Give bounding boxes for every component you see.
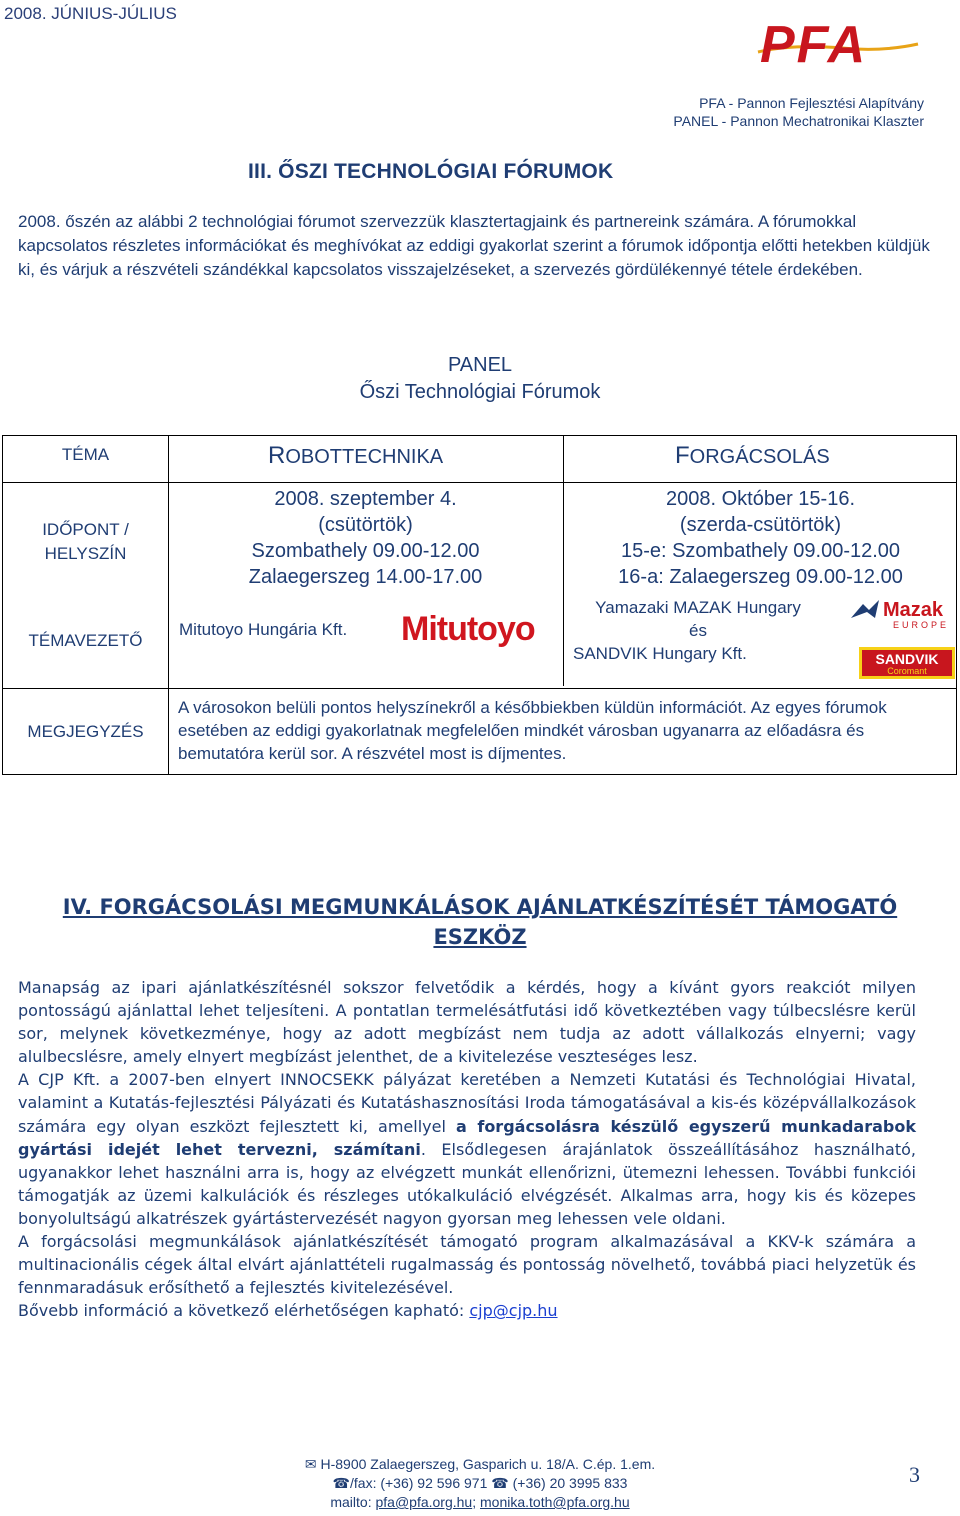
sandvik-logo — [859, 647, 955, 679]
mobile-phone-icon: ☎ — [491, 1475, 509, 1491]
footer-email-2[interactable]: monika.toth@pfa.org.hu — [480, 1494, 630, 1510]
section-4-body — [18, 976, 916, 1322]
footer-phone: /fax: (+36) 92 596 971 — [350, 1475, 488, 1491]
footer-mail-line — [0, 1493, 960, 1512]
col-robottechnika-head-rest: OBOTTECHNIKA — [285, 446, 444, 468]
footer — [0, 1455, 960, 1512]
col-robottechnika-head — [268, 442, 443, 470]
forgacsolas-leader-3: SANDVIK Hungary Kft. — [573, 644, 747, 663]
table-note: A városokon belüli pontos helyszínekről a későbbiekben küldün információt. Az egyes fórumok esetében az eddigi gyakorlatnak megfelelően mindkét városban ugyanarra az előadásra és bemutatóra kerül sor. A részvétel most is díjmentes. — [178, 698, 887, 763]
pfa-logo — [752, 14, 922, 72]
forgacsolas-leader — [573, 596, 823, 665]
mitutoyo-logo-graphic — [397, 606, 549, 650]
col-robottechnika-head-initial: R — [268, 442, 286, 469]
sandvik-logo-text: SANDVIK — [875, 651, 939, 667]
footer-address: H-8900 Zalaegerszeg, Gasparich u. 18/A. C.ép. 1.em. — [320, 1456, 656, 1472]
forgacsolas-leader-2: és — [689, 621, 707, 640]
mitutoyo-logo — [397, 606, 549, 650]
section-4-paragraph-2-end: . Elsődlegesen árajánlatok összeállításához használható, ugyanakkor lehet használni arra is, hogy az elvégzett munkát ellenőrizni, ütemezni lehessen. További funkciói támogatják az üzemi kalkulációk és részleges utókalkuláció elvégzését. Alkalmas arra, hogy kis és közepes bonyolultságú alkatrészek gyártástervezését nagyon gyorsan meg lehessen vele oldani. — [18, 1139, 916, 1228]
panel-subtitle: Őszi Technológiai Fórumok — [359, 381, 601, 403]
footer-phone-line — [0, 1474, 960, 1493]
label-temavezeto: TÉMAVEZETŐ — [28, 631, 143, 650]
table-row-divider-1 — [3, 482, 956, 483]
forgacsolas-leader-1: Yamazaki MAZAK Hungary — [595, 598, 801, 617]
label-megjegyzes: MEGJEGYZÉS — [27, 722, 144, 741]
footer-mobile: (+36) 20 3995 833 — [512, 1475, 628, 1491]
mazak-logo-graphic — [849, 596, 955, 632]
forgacsolas-day: (szerda-csütörtök) — [679, 514, 842, 536]
label-idopont — [3, 518, 168, 566]
col-forgacsolas-head-initial: F — [675, 442, 690, 469]
section-4-paragraph-2-start: A CJP Kft. a 2007-ben elnyert INNOCSEKK pályázat keretében a Nemzeti Kutatási és Technológiai Hivatal, valamint a Kutatás-fejlesztési Pályázati és Kutatáshasznosítási Iroda támogatásával a kis-és középvállalkozások számára egy olyan eszközt fejlesztett ki, amellyel — [18, 1070, 916, 1136]
label-idopont-line-2: HELYSZÍN — [44, 544, 127, 563]
issue-date: 2008. JÚNIUS-JÚLIUS — [4, 4, 177, 23]
section-3-intro: 2008. őszén az alábbi 2 technológiai fórumot szervezzük klasztertagjaink és partnereink számára. A fórumokkal kapcsolatos részletes információkat és meghívókat az eddigi gyakorlat szerint a fórumok időpontja előtti hetekben küldjük ki, és várjuk a részvételi szándékkal kapcsolatos visszajelzéseket, a szervezés gördülékennyé tétele érdekében. — [18, 212, 930, 279]
section-4-paragraph-1: Manapság az ipari ajánlatkészítésnél sokszor felvetődik a kérdés, hogy a kívánt gyors reakciót milyen pontosságú ajánlattal lehet teljesíteni. A pontatlan termelésátfutási idő következtében vagy túlbecslésre kerül sor, melynek következménye, hogy az adott megbízást nem tudja az adott vállalkozás elnyerni; vagy alulbecslésre, amely elnyert megbízást jelenthet, de a kivitelezése veszteséges lesz. — [18, 978, 916, 1067]
phone-icon: ☎ — [332, 1475, 350, 1491]
mazak-logo-text: Mazak — [883, 599, 944, 621]
footer-address-line — [0, 1455, 960, 1474]
col-forgacsolas-head — [675, 442, 830, 470]
robottechnika-leader: Mitutoyo Hungária Kft. — [179, 620, 348, 639]
section-3-title: III. ŐSZI TECHNOLÓGIAI FÓRUMOK — [248, 160, 614, 183]
sandvik-logo-sub: Coromant — [887, 666, 927, 676]
contact-email-link[interactable]: cjp@cjp.hu — [469, 1301, 558, 1321]
section-4-paragraph-4 — [18, 1299, 916, 1322]
contact-prefix: Bővebb információ a következő elérhetőségen kapható: — [18, 1301, 470, 1321]
label-tema: TÉMA — [61, 445, 110, 464]
mitutoyo-logo-text: Mitutoyo — [401, 610, 535, 648]
forgacsolas-place-1: 15-e: Szombathely 09.00-12.00 — [620, 540, 901, 562]
footer-email-1[interactable]: pfa@pfa.org.hu — [375, 1494, 473, 1510]
col-forgacsolas-time — [563, 486, 958, 590]
robottechnika-place-1: Szombathely 09.00-12.00 — [251, 540, 480, 562]
section-4-paragraph-3: A forgácsolási megmunkálások ajánlatkészítését támogató program alkalmazásával a KKV-k számára a multinacionális cégek által elvárt ajánlattételi rugalmasság és pontosság növelhető, továbbá piaci helyzetük és fennmaradásuk erősíthető a fejlesztés kivitelezésével. — [18, 1232, 916, 1298]
robottechnika-date: 2008. szeptember 4. — [274, 488, 457, 510]
footer-mail-prefix: mailto: — [330, 1494, 376, 1510]
section-4-paragraph-2-bold: a forgácsolásra készülő egyszerű munkadarabok gyártási idejét lehet tervezni, számítani — [18, 1116, 917, 1159]
envelope-icon: ✉ — [304, 1456, 317, 1472]
panel-title: PANEL — [447, 354, 513, 376]
table-row-divider-2 — [3, 688, 956, 689]
section-4-paragraph-2 — [18, 1068, 916, 1230]
section-4-title-1: IV. FORGÁCSOLÁSI MEGMUNKÁLÁSOK AJÁNLATKÉSZÍTÉSÉT TÁMOGATÓ — [62, 895, 898, 919]
sandvik-logo-graphic — [859, 647, 955, 679]
forgacsolas-date: 2008. Október 15-16. — [665, 488, 855, 510]
pfa-logo-text: PFA — [760, 16, 868, 72]
robottechnika-place-2: Zalaegerszeg 14.00-17.00 — [248, 566, 483, 588]
forgacsolas-place-2: 16-a: Zalaegerszeg 09.00-12.00 — [618, 566, 903, 588]
col-robottechnika-time — [168, 486, 563, 590]
footer-mail-separator: ; — [472, 1494, 480, 1510]
org-line-2: PANEL - Pannon Mechatronikai Klaszter — [673, 113, 924, 129]
robottechnika-day: (csütörtök) — [318, 514, 413, 536]
section-4-title-2: ESZKÖZ — [433, 925, 527, 949]
mazak-logo — [849, 596, 955, 632]
org-line-1: PFA - Pannon Fejlesztési Alapítvány — [699, 95, 924, 111]
pfa-logo-graphic — [752, 14, 922, 72]
mazak-logo-sub: EUROPE — [893, 620, 950, 630]
col-forgacsolas-head-rest: ORGÁCSOLÁS — [689, 446, 830, 468]
label-idopont-line-1: IDŐPONT / — [42, 520, 129, 539]
page-number: 3 — [909, 1462, 920, 1487]
org-block — [673, 94, 924, 130]
